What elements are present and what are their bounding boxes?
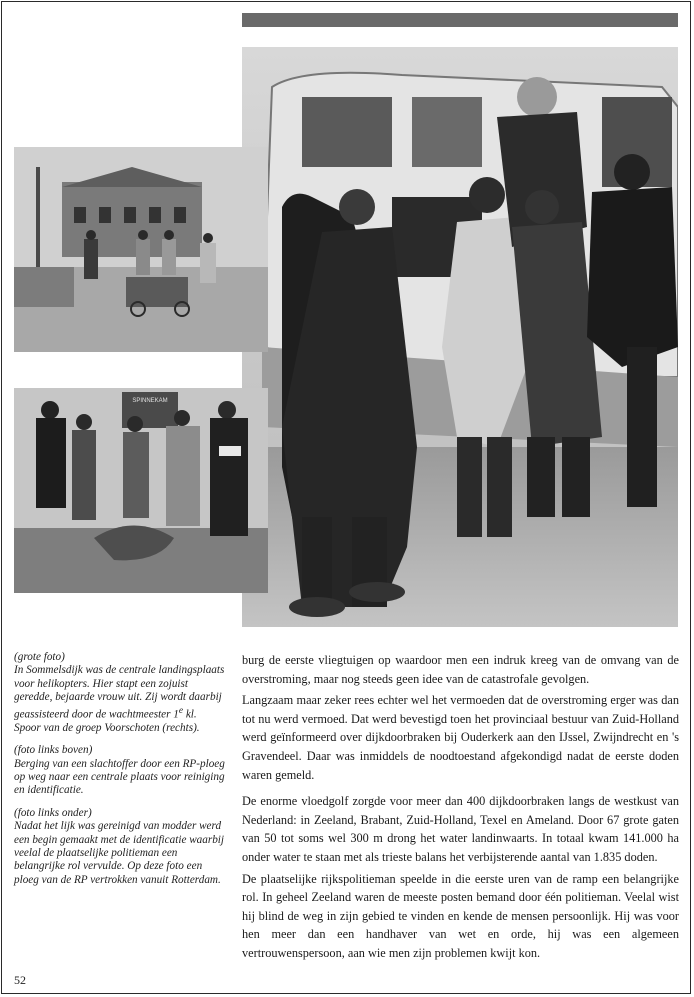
- caption-label: (foto links onder): [14, 806, 92, 819]
- caption-text: Nadat het lijk was gereinigd van modder werd een begin gemaakt met de identificatie waarbij veelal de plaatselijke politieman een belangrijke rol vervulde. Op deze foto een ploeg van de RP vertrokken vanuit Rotterdam.: [14, 820, 225, 886]
- caption-label: (grote foto): [14, 651, 65, 663]
- page-number: 52: [14, 973, 26, 987]
- caption-superscript: e: [178, 705, 184, 716]
- shop-sign-text: SPINNEKAM: [132, 398, 168, 404]
- caption-text-end: kl. Spoor van de groep Voorschoten (rechts).: [14, 708, 200, 734]
- caption-label: (foto links boven): [14, 744, 93, 757]
- photo-recovery-team: [14, 147, 268, 352]
- article-body: [242, 651, 679, 971]
- caption-text: In Sommelsdijk was de centrale landingsplaats voor helikopters. Hier stapt een zojuist geredde, bejaarde vrouw uit. Zij wordt daarbij geassisteerd door de wachtmeester 1: [14, 664, 225, 721]
- header-bar: [242, 13, 678, 27]
- body-paragraph-2: Langzaam maar zeker rees echter wel het vermoeden dat de overstroming erger was dan tot nu werd vermoed. Dat werd bevestigd toen het provinciaal bestuur van Zuid-Holland werd geïnformeerd over dijkdoorbraken bij Ouderkerk aan den IJssel, Zwijndrecht en 's Gravendeel. Daar was inmiddels de noodtoestand afgekondigd nadat de eerste doden waren gemeld.: [242, 693, 679, 782]
- caption-main-photo: [14, 651, 226, 735]
- caption-top-left-photo: [14, 744, 226, 798]
- photo-identification-team: [14, 388, 268, 593]
- caption-bottom-left-photo: [14, 807, 226, 887]
- caption-text: Berging van een slachtoffer door een RP-ploeg op weg naar een centrale plaats voor reiniging en identificatie.: [14, 757, 225, 797]
- body-paragraph-3: De enorme vloedgolf zorgde voor meer dan 400 dijkdoorbraken langs de westkust van Nederland: in Zeeland, Brabant, Zuid-Holland, Texel en Ameland. Door 67 grote gaten van 50 tot soms wel 300 m drong het water landinwaarts. In totaal kwam 141.000 ha onder water te staan met als trieste balans het verbijsterende aantal van 1.835 doden.: [242, 794, 679, 864]
- body-paragraph-4: De plaatselijke rijkspolitieman speelde in die eerste uren van de ramp een belangrijke rol. In geheel Zeeland waren de meeste posten bemand door één politieman. Veelal wist hij blind de weg in zijn gebied te vinden en kende de mensen persoonlijk. Hij was voor hen meer dan een handhaver van wet en orde, hij was een algemeen vertrouwenspersoon, aan wie men zijn problemen kwijt kon.: [242, 871, 679, 960]
- body-paragraph-1: burg de eerste vliegtuigen op waardoor men een indruk kreeg van de omvang van de overstroming, maar nog steeds geen idee van de catastrofale gevolgen.: [242, 653, 679, 686]
- main-photo-helicopter-landing: [242, 47, 678, 627]
- photo-captions: [14, 651, 226, 896]
